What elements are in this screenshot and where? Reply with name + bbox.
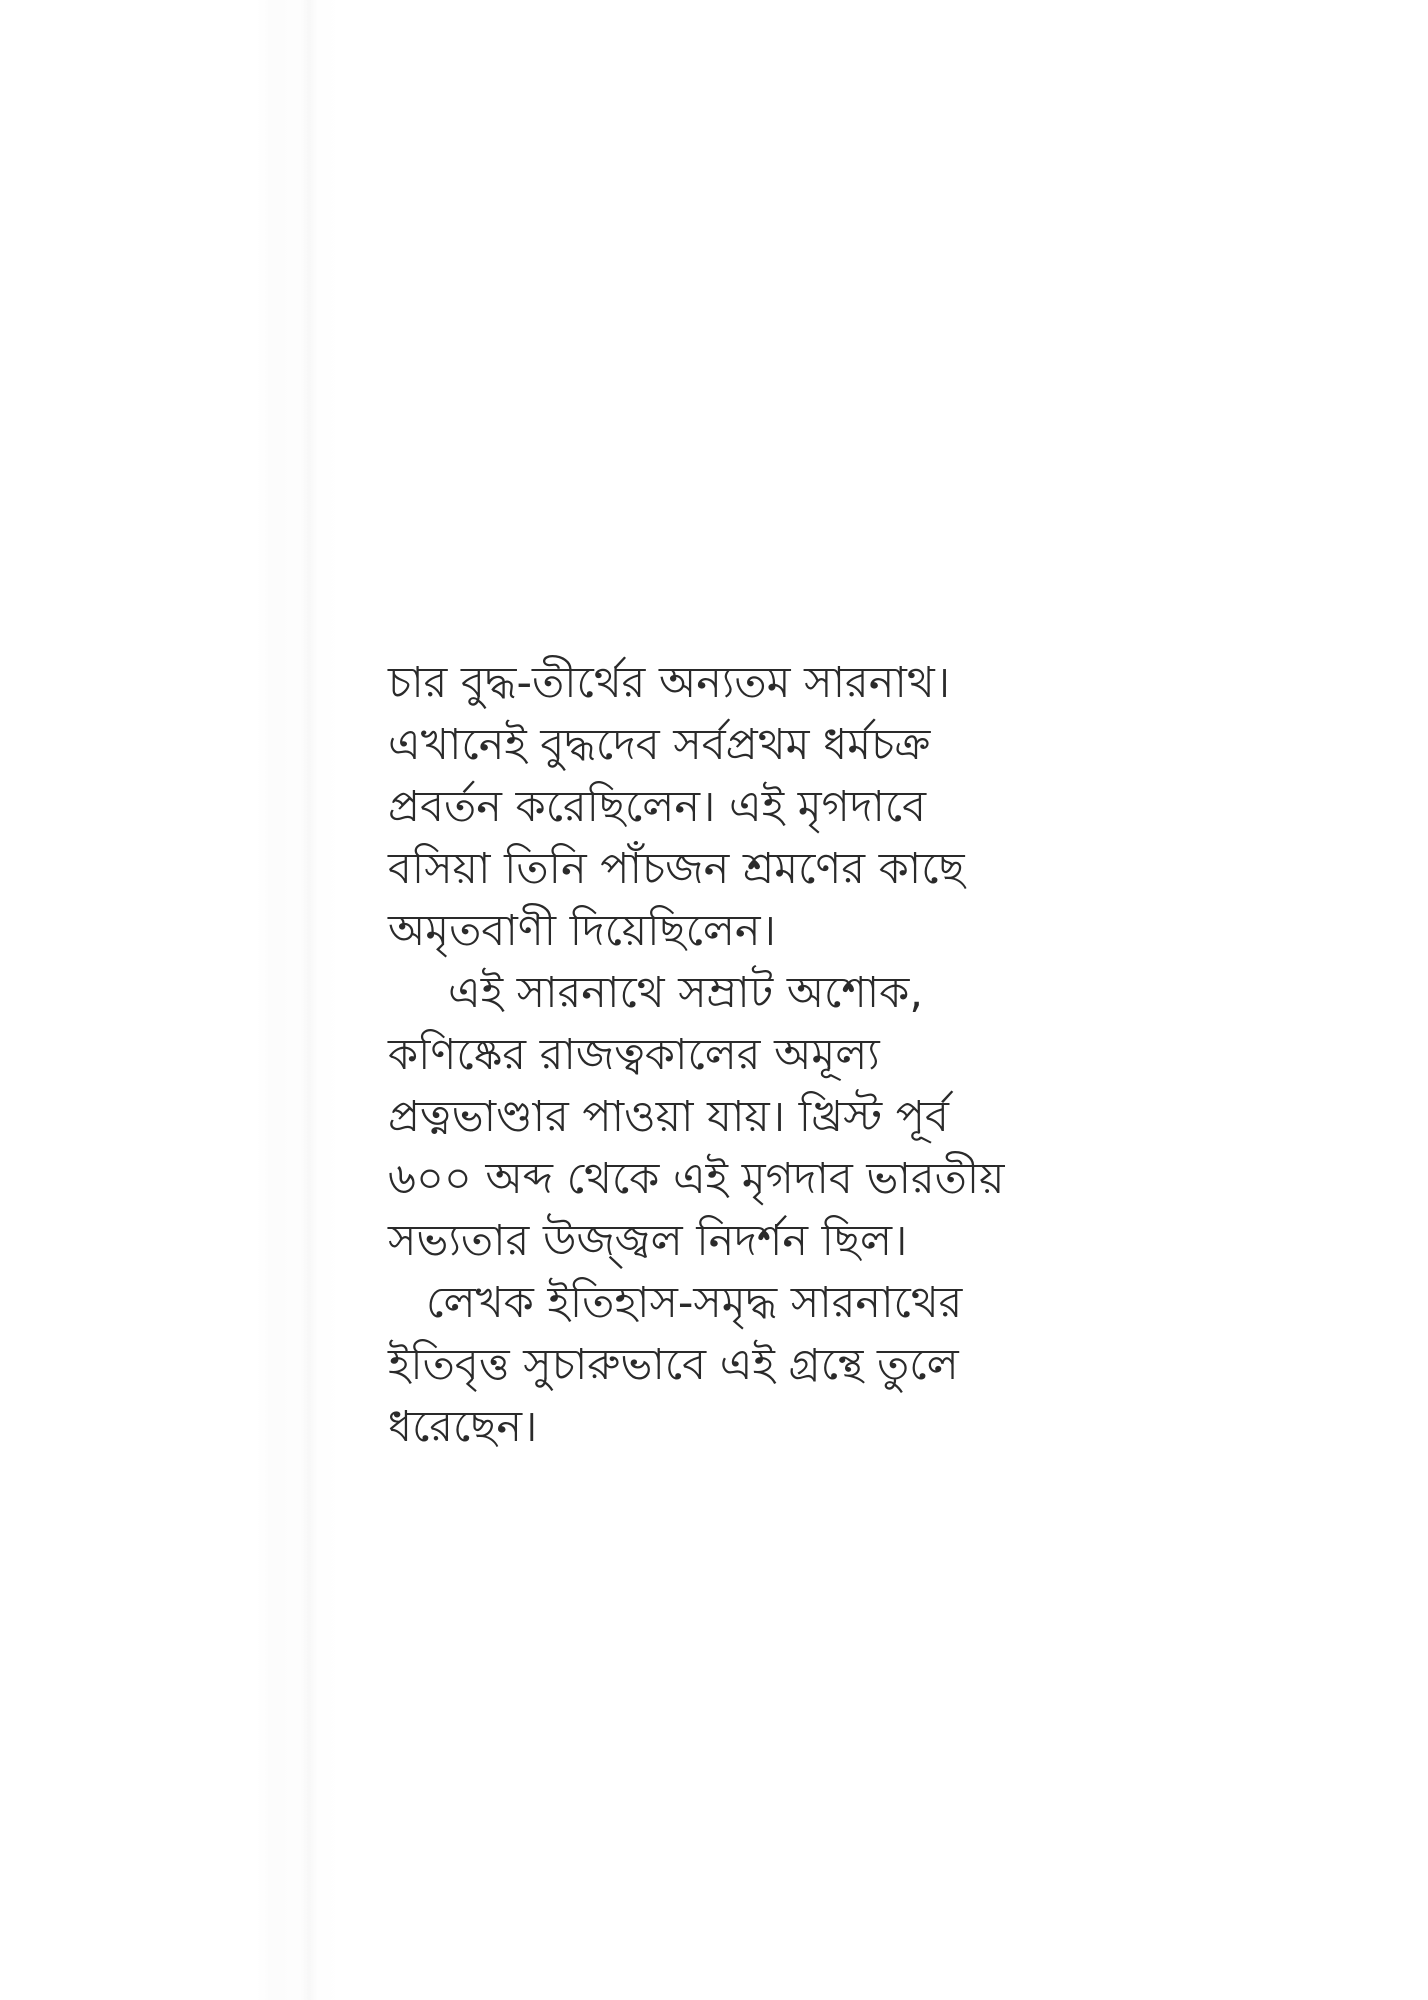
text-line: বসিয়া তিনি পাঁচজন শ্রমণের কাছে <box>388 844 965 894</box>
text-line: এই সারনাথে সম্রাট অশোক, <box>448 968 924 1018</box>
text-line: ইতিবৃত্ত সুচারুভাবে এই গ্রন্থে তুলে <box>388 1340 959 1390</box>
blurb-paragraph-1 <box>388 652 1088 962</box>
text-line: প্রত্নভাণ্ডার পাওয়া যায়। খ্রিস্ট পূর্ব <box>388 1092 949 1142</box>
text-line: ধরেছেন। <box>388 1402 538 1452</box>
text-line: প্রবর্তন করেছিলেন। এই মৃগদাবে <box>388 782 927 832</box>
text-line: এখানেই বুদ্ধদেব সর্বপ্রথম ধর্মচক্র <box>388 720 931 770</box>
book-blurb <box>388 652 1088 1458</box>
text-line: ৬০০ অব্দ থেকে এই মৃগদাব ভারতীয় <box>388 1154 1005 1204</box>
blurb-paragraph-3 <box>388 1272 1088 1458</box>
binding-shadow <box>300 0 318 2000</box>
text-line: লেখক ইতিহাস-সমৃদ্ধ সারনাথের <box>426 1278 963 1328</box>
text-line: সভ্যতার উজ্জ্বল নিদর্শন ছিল। <box>388 1216 908 1266</box>
text-line: চার বুদ্ধ-তীর্থের অন্যতম সারনাথ। <box>388 658 951 708</box>
blurb-paragraph-2 <box>388 962 1088 1272</box>
text-line: অমৃতবাণী দিয়েছিলেন। <box>388 906 776 956</box>
text-line: কণিষ্কের রাজত্বকালের অমূল্য <box>388 1030 880 1080</box>
